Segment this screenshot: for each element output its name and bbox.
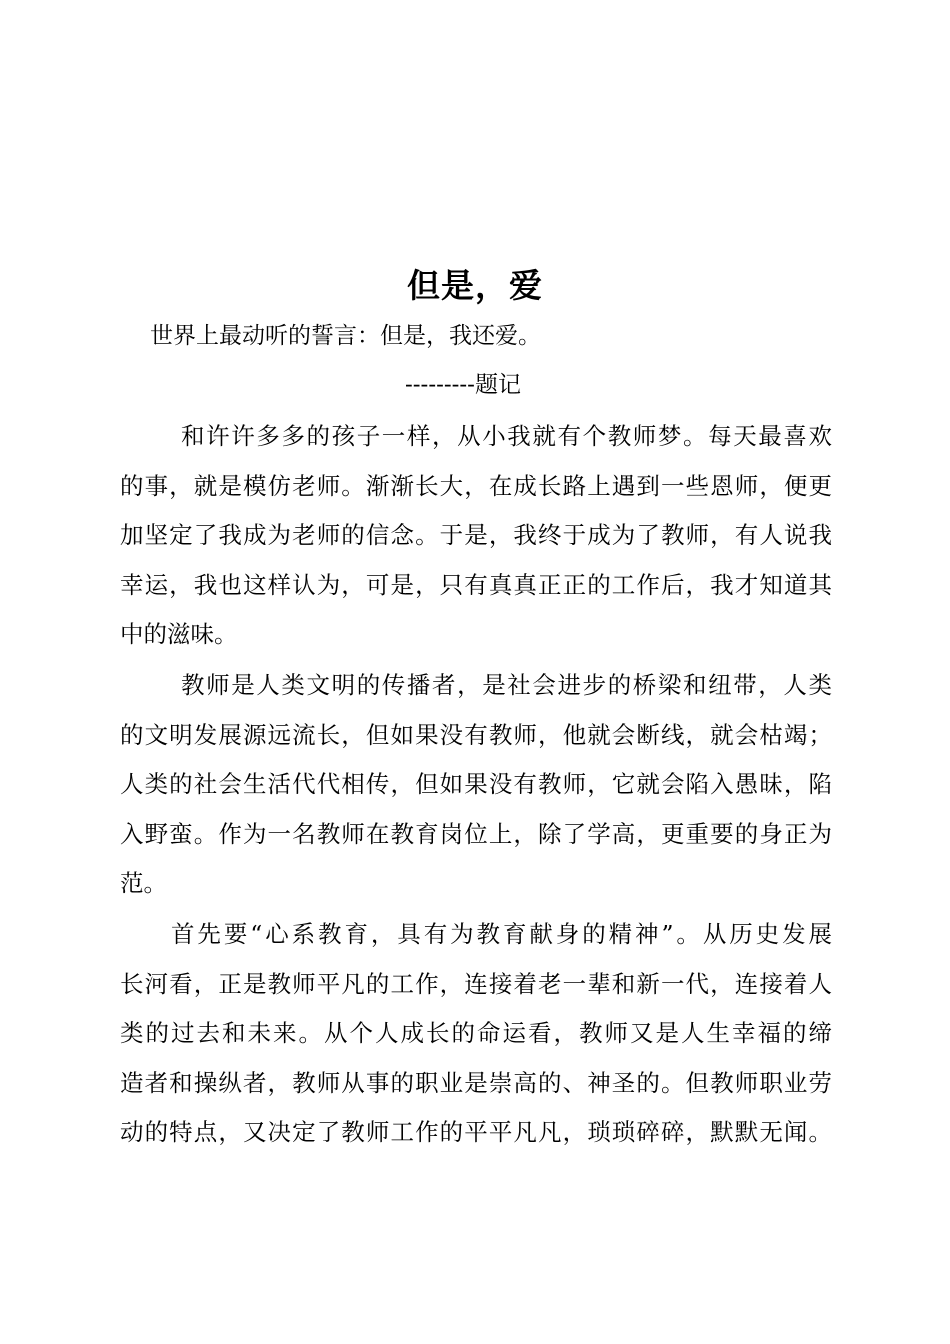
paragraph-line: 造者和操纵者，教师从事的职业是崇高的、神圣的。但教师职业劳	[120, 1068, 832, 1097]
paragraph-line: 类的过去和未来。从个人成长的命运看，教师又是人生幸福的缔	[120, 1019, 832, 1047]
paragraph-line: 的文明发展源远流长，但如果没有教师，他就会断线，就会枯竭；	[120, 720, 832, 749]
epigraph: 世界上最动听的誓言：但是，我还爱。	[150, 323, 541, 349]
paragraph-line: 教师是人类文明的传播者，是社会进步的桥梁和纽带，人类	[181, 671, 832, 699]
paragraph-line: 首先要“心系教育，具有为教育献身的精神”。从历史发展	[171, 920, 832, 948]
paragraph-line: 中的滋味。	[120, 620, 238, 648]
paragraph-2	[120, 661, 832, 909]
paragraph-line: 的事，就是模仿老师。渐渐长大，在成长路上遇到一些恩师，便更	[120, 471, 832, 500]
paragraph-line: 加坚定了我成为老师的信念。于是，我终于成为了教师，有人说我	[120, 521, 832, 549]
epigraph-signature: ---------题记	[405, 372, 521, 398]
paragraph-3	[120, 910, 832, 1158]
paragraph-line: 范。	[120, 869, 167, 897]
paragraph-line: 动的特点，又决定了教师工作的平平凡凡，琐琐碎碎，默默无闻。	[120, 1118, 832, 1146]
paragraph-line: 人类的社会生活代代相传，但如果没有教师，它就会陷入愚昧，陷	[120, 770, 832, 798]
document-title: 但是，爱	[407, 266, 543, 305]
paragraph-line: 和许许多多的孩子一样，从小我就有个教师梦。每天最喜欢	[181, 422, 832, 450]
paragraph-1	[120, 412, 832, 660]
paragraph-line: 长河看，正是教师平凡的工作，连接着老一辈和新一代，连接着人	[120, 969, 832, 998]
paragraph-line: 幸运，我也这样认为，可是，只有真真正正的工作后，我才知道其	[120, 570, 832, 599]
paragraph-line: 入野蛮。作为一名教师在教育岗位上，除了学高，更重要的身正为	[120, 819, 832, 848]
